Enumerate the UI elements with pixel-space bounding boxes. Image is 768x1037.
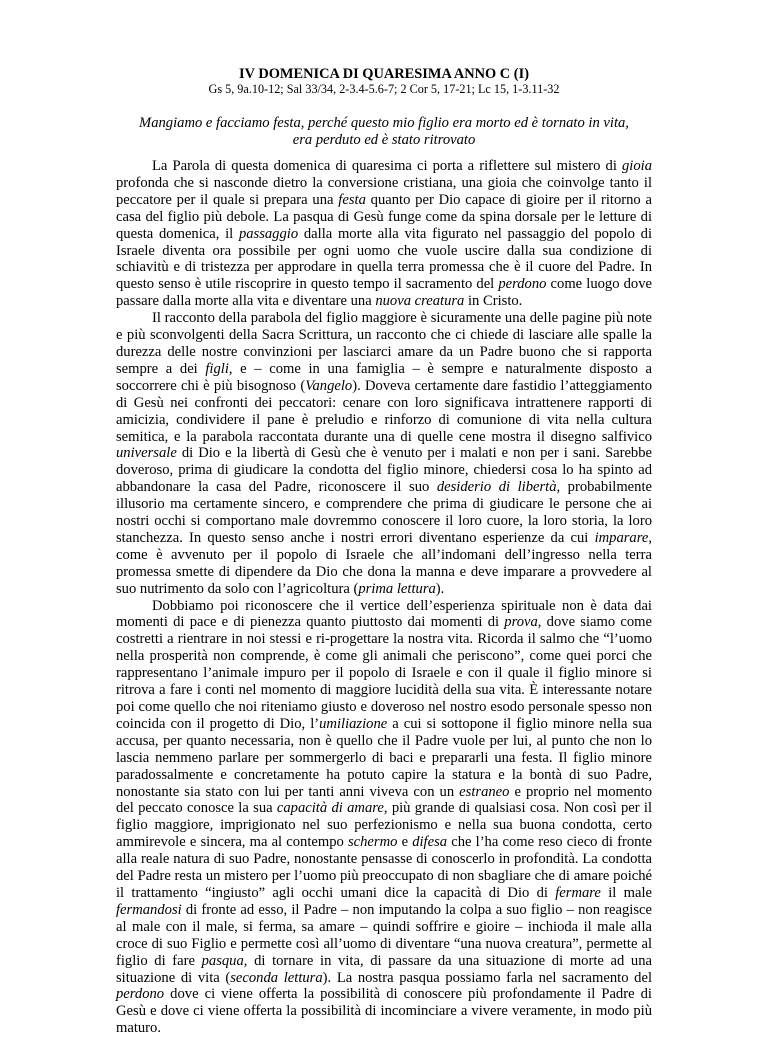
text-run: di Dio e la libertà di Gesù che è venuto per i malati e non per i sani. Sarebbe doveroso, prima di giudicare la condotta del figlio minore, chiedersi cosa lo ha spinto ad abbandonare la casa del Padre, riconoscere il suo bbox=[116, 445, 652, 496]
emphasis-text: passaggio bbox=[238, 225, 299, 242]
text-run: che l’ha come reso cieco di fronte alla reale natura di suo Padre, nonostante pensasse di conoscerlo in profondità. La condotta del Padre resta un mistero per l’uomo più preoccupato di non sbagliare che di amare poiché il trattamento “ingiusto” agli occhi umani dice la capacità di Dio di bbox=[116, 834, 652, 901]
text-run: profonda che si nasconde dietro la conversione cristiana, una gioia che coinvolge tanto il peccatore per il quale si prepara una bbox=[116, 174, 652, 208]
emphasis-text: fermare bbox=[555, 884, 601, 901]
text-run: , e – come in una famiglia – è sempre e naturalmente disposto a soccorrere chi è più bisognoso ( bbox=[116, 360, 652, 394]
text-run: dalla morte alla vita figurato nel passaggio del popolo di Israele diventa ora possibile per ogni uomo che vuole uscire dalla sua condizione di schiavitù e di tristezza per approdare in quella terra promessa che è il cuore del Padre. In questo senso è utile riscoprire in questo tempo il sacramento del bbox=[116, 225, 652, 293]
text-run: ). Doveva certamente dare fastidio l’atteggiamento di Gesù nei confronti dei peccatori: cenare con loro significava intrattenere rapporti di amicizia, condividere il pane è preludio e rinforzo di comunione di vita nella cultura semitica, e la parabola raccontata durante una di quelle cene mostra il disegno salfivico bbox=[116, 377, 652, 445]
text-run: ). bbox=[435, 580, 445, 597]
emphasis-text: festa bbox=[338, 191, 366, 208]
paragraph-3 bbox=[116, 598, 652, 1037]
emphasis-text: perdono bbox=[498, 276, 547, 293]
emphasis-text: perdono bbox=[116, 986, 165, 1003]
emphasis-text: imparare bbox=[594, 529, 649, 546]
text-run: in Cristo. bbox=[464, 293, 523, 310]
text-run: il male bbox=[600, 884, 652, 901]
text-run: dove ci viene offerta la possibilità di conoscere più profondamente il Padre di Gesù e dove ci viene offerta la possibilità di incominciare a vivere veramente, in modo più maturo. bbox=[116, 986, 652, 1037]
text-run: ). La nostra pasqua possiamo farla nel sacramento del bbox=[322, 969, 652, 986]
epigraph-line: Mangiamo e facciamo festa, perché questo mio figlio era morto ed è tornato in vita, bbox=[139, 115, 629, 131]
text-run: Il racconto della parabola del figlio maggiore è sicuramente una delle pagine più note e più sconvolgenti della Sacra Scrittura, un racconto che ci chiede di lasciare alle spalle la durezza delle nostre convinzioni per lasciarci amare da un Padre buono che si rapporta sempre a dei bbox=[116, 310, 652, 377]
text-run: come luogo dove passare dalla morte alla vita e diventare una bbox=[116, 276, 652, 310]
scripture-references: Gs 5, 9a.10-12; Sal 33/34, 2-3.4-5.6-7; 2 Cor 5, 17-21; Lc 15, 1-3.11-32 bbox=[208, 82, 560, 96]
text-run: La Parola di questa domenica di quaresima ci porta a riflettere sul mistero di bbox=[152, 158, 622, 174]
text-run: , dove siamo come costretti a rientrare in noi stessi e ri-progettare la nostra vita. Ricorda il salmo che “l’uomo nella prosperità non comprende, è come gli animali che periscono”, come quei porci che rappresentano l’animale impuro per il popolo di Israele e con il quale il figlio minore si ritrova a fare i conti nel momento di maggiore lucidità della sua vita. È interessante notare poi come quello che noi riteniamo giusto e doveroso nel nostro esodo personale spesso non coincida con il progetto di Dio, l’ bbox=[116, 614, 652, 732]
emphasis-text: capacità di amare bbox=[276, 800, 384, 817]
paragraph-1 bbox=[116, 158, 652, 310]
text-run: , come è avvenuto per il popolo di Israele che all’indomani dell’ingresso nella terra promessa smette di dipendere da Dio che dona la manna e deve imparare a provvedere al suo nutrimento da solo con l’agricoltura ( bbox=[116, 529, 652, 597]
emphasis-text: difesa bbox=[412, 834, 448, 851]
text-run: quanto per Dio capace di gioire per il ritorno a casa del figlio più debole. La pasqua di Gesù funge come da spina dorsale per le letture di questa domenica, il bbox=[116, 191, 652, 242]
emphasis-text: gioia bbox=[622, 158, 652, 174]
text-run: , di tornare in vita, di passare da una situazione di morte ad una situazione di vita ( bbox=[116, 952, 653, 986]
emphasis-text: Vangelo bbox=[305, 377, 353, 394]
emphasis-text: universale bbox=[116, 445, 177, 462]
emphasis-text: pasqua bbox=[201, 952, 244, 969]
emphasis-text: figli bbox=[205, 360, 229, 377]
epigraph-line: era perduto ed è stato ritrovato bbox=[292, 132, 476, 148]
text-run: a cui si sottopone il figlio minore nella sua accusa, per quanto necessaria, non è quello che il Padre vuole per lui, al punto che non lo lascia nemmeno parlare per sommergerlo di baci e prepararli una festa. Il figlio minore paradossalmente e concretamente ha potuto capire la statura e la bontà di suo Padre, nonostante sia stato con lui per tanti anni viveva con un bbox=[116, 715, 652, 800]
text-run: di fronte ad esso, il Padre – non imputando la colpa a suo figlio – non reagisce al male con il male, si ferma, sa amare – quindi soffrire e gioire – inchioda il male alla croce di suo Figlio e permette così all’uomo di diventare “una nuova creatura”, permette al figlio di fare bbox=[116, 901, 652, 969]
text-run: e proprio nel momento del peccato conosce la sua bbox=[116, 783, 652, 817]
text-run: , più grande di qualsiasi cosa. Non così per il figlio maggiore, imprigionato nel suo perfezionismo e nella sua buona condotta, certo ammirevole e sincera, ma al contempo bbox=[116, 800, 652, 851]
emphasis-text: nuova creatura bbox=[375, 293, 465, 310]
text-run: Dobbiamo poi riconoscere che il vertice dell’esperienza spirituale non è data dai momenti di pace e di pienezza quanto piuttosto dai momenti di bbox=[116, 597, 652, 631]
text-run: e bbox=[397, 834, 413, 851]
emphasis-text: prova bbox=[504, 614, 538, 631]
body-text bbox=[116, 158, 652, 1037]
emphasis-text: estraneo bbox=[459, 783, 510, 800]
paragraph-2 bbox=[116, 310, 652, 597]
emphasis-text: prima lettura bbox=[358, 580, 436, 597]
epigraph bbox=[0, 115, 768, 149]
emphasis-text: schermo bbox=[347, 834, 398, 851]
emphasis-text: seconda lettura bbox=[230, 969, 323, 986]
page-title: IV DOMENICA DI QUARESIMA ANNO C (I) bbox=[239, 66, 529, 82]
emphasis-text: umiliazione bbox=[319, 715, 388, 732]
text-run: , probabilmente illusorio ma certamente sincero, e comprendere che prima di giudicare le persone che ai nostri occhi si comportano male dovremmo conoscere il loro cuore, la loro storia, la loro stanchezza. In questo senso anche i nostri errori diventano esperienze da cui bbox=[116, 479, 652, 546]
emphasis-text: desiderio di libertà bbox=[436, 479, 557, 496]
emphasis-text: fermandosi bbox=[116, 901, 182, 918]
